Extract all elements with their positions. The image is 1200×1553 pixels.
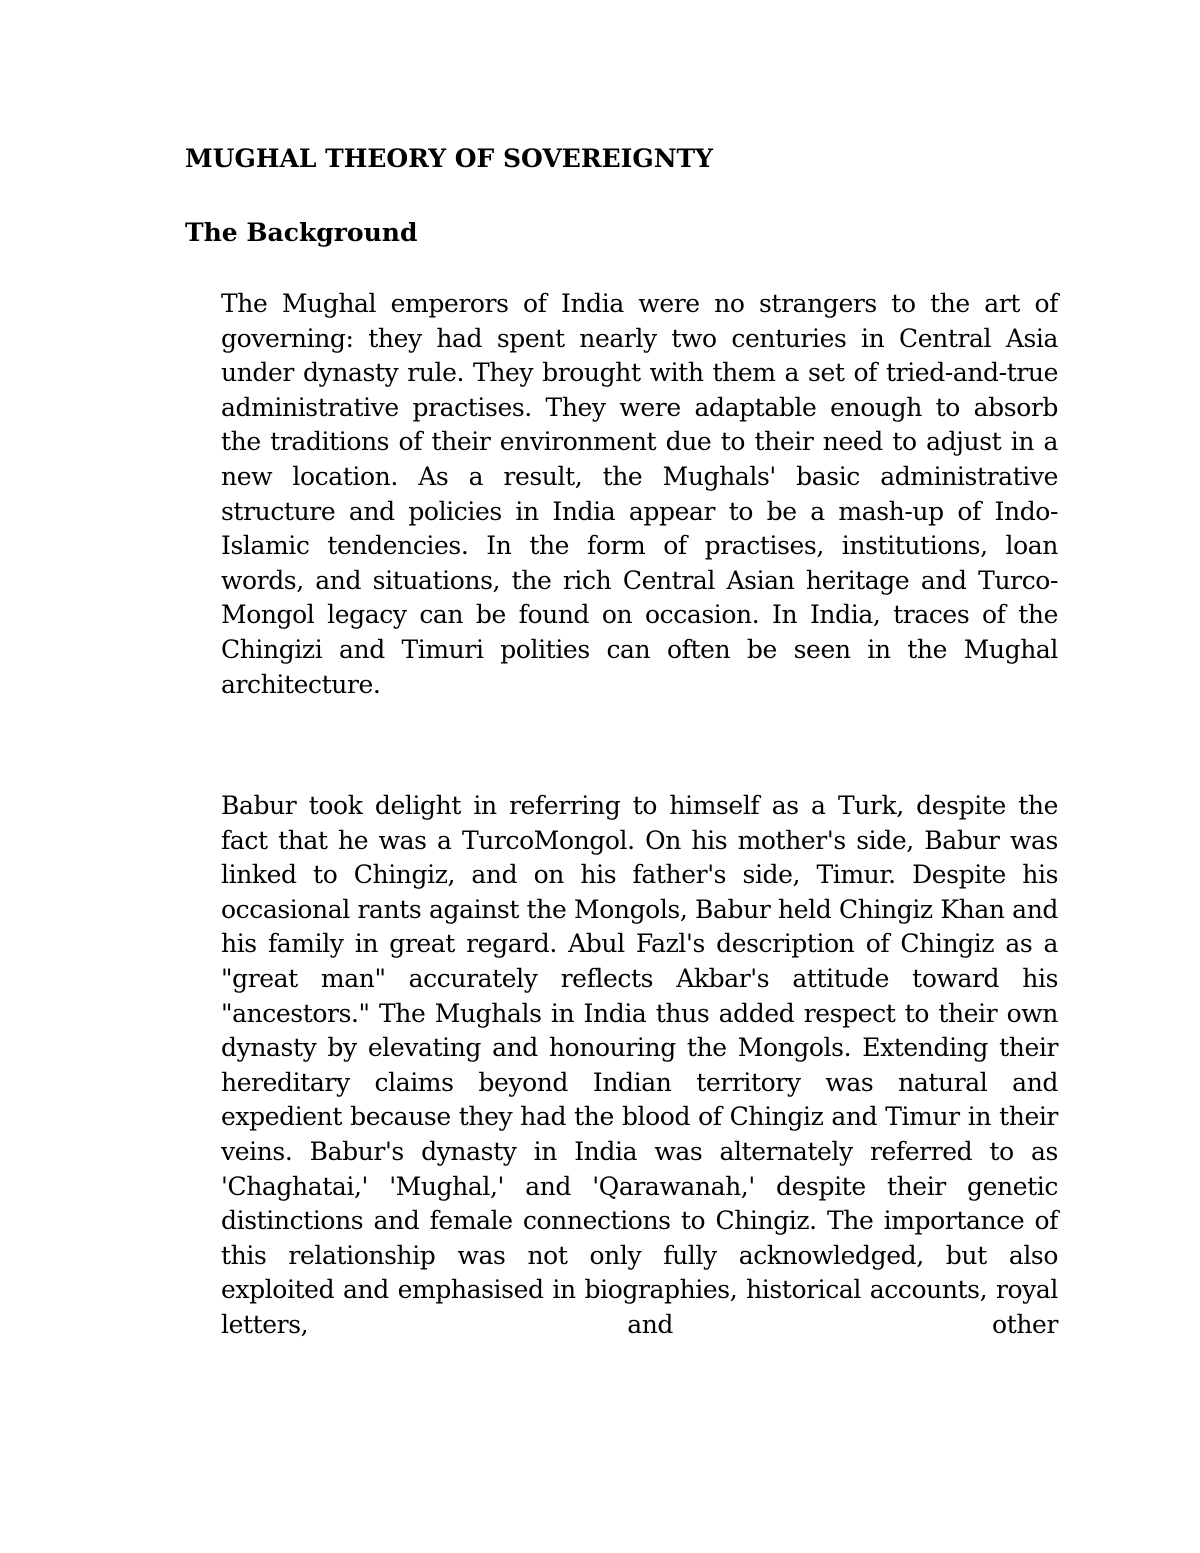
document-title: MUGHAL THEORY OF SOVEREIGNTY bbox=[185, 144, 713, 173]
section-heading: The Background bbox=[185, 218, 418, 247]
body-paragraph: The Mughal emperors of India were no strangers to the art of governing: they had spent nearly two centuries in Central Asia under dynasty rule. They brought with them a set of tried-and-true administrative practises. They were adaptable enough to absorb the traditions of their environment due to their need to adjust in a new location. As a result, the Mughals' basic administrative structure and policies in India appear to be a mash-up of Indo-Islamic tendencies. In the form of practises, institutions, loan words, and situations, the rich Central Asian heritage and Turco-Mongol legacy can be found on occasion. In India, traces of the Chingizi and Timuri polities can often be seen in the Mughal architecture. bbox=[221, 289, 1058, 699]
body-paragraph: Babur took delight in referring to himself as a Turk, despite the fact that he was a TurcoMongol. On his mother's side, Babur was linked to Chingiz, and on his father's side, Timur. Despite his occasional rants against the Mongols, Babur held Chingiz Khan and his family in great regard. Abul Fazl's description of Chingiz as a "great man" accurately reflects Akbar's attitude toward his "ancestors." The Mughals in India thus added respect to their own dynasty by elevating and honouring the Mongols. Extending their hereditary claims beyond Indian territory was natural and expedient because they had the blood of Chingiz and Timur in their veins. Babur's dynasty in India was alternately referred to as 'Chaghatai,' 'Mughal,' and 'Qarawanah,' despite their genetic distinctions and female connections to Chingiz. The importance of this relationship was not only fully acknowledged, but also exploited and emphasised in biographies, historical accounts, royal letters, and other bbox=[221, 791, 1058, 1339]
